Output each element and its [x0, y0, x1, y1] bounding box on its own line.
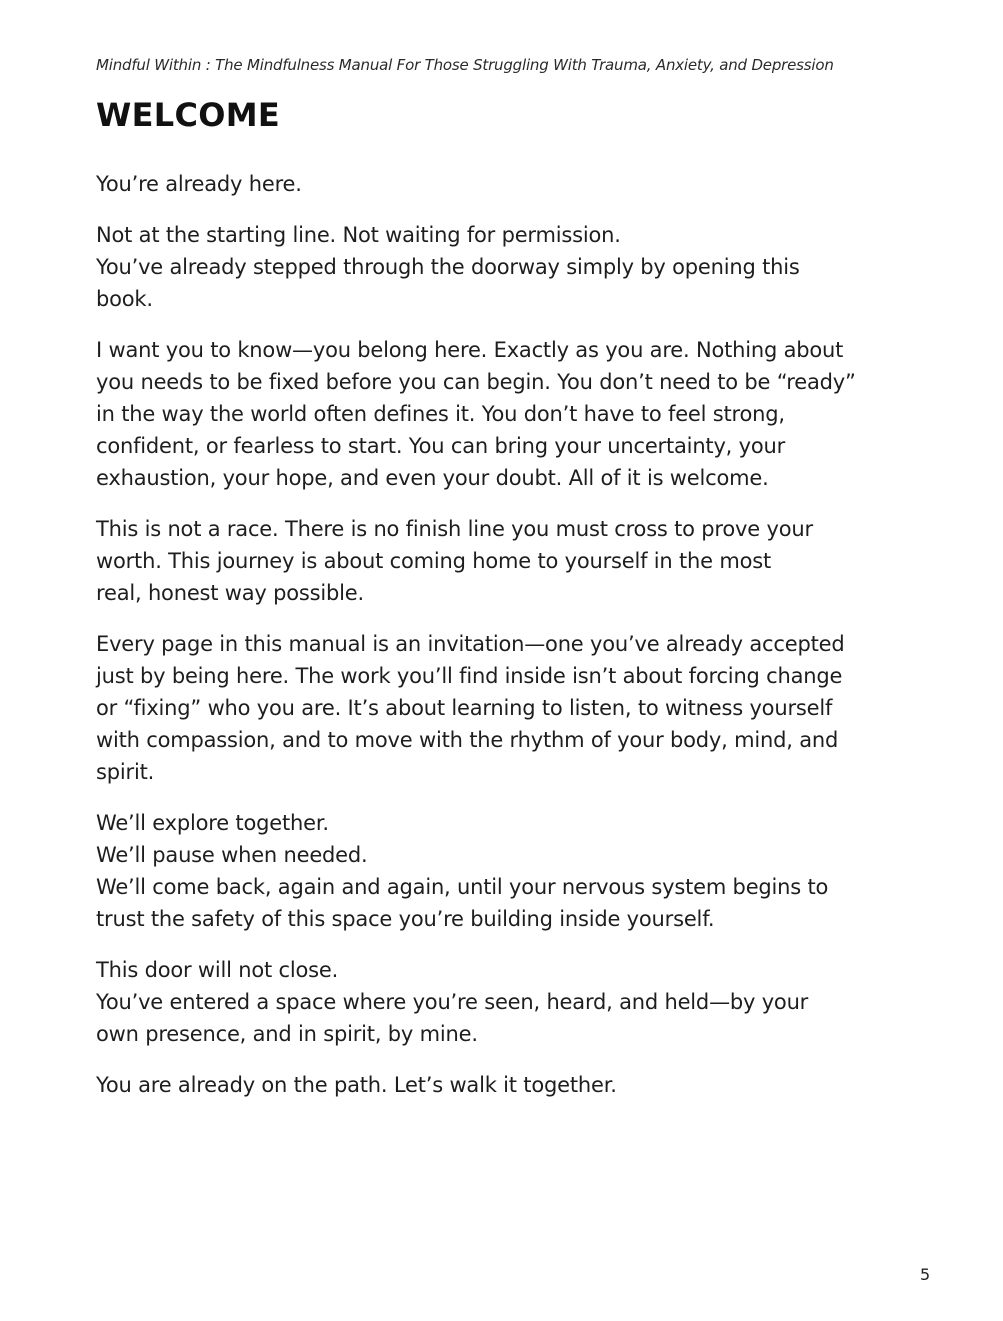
paragraph-line: We’ll come back, again and again, until your nervous system begins to: [96, 875, 829, 899]
paragraph-line: This is not a race. There is no finish line you must cross to prove your: [96, 517, 813, 541]
paragraph-line: confident, or fearless to start. You can bring your uncertainty, your: [96, 434, 786, 458]
paragraph-line: We’ll explore together.: [96, 811, 329, 835]
paragraph-3: [96, 334, 904, 494]
paragraph-line: worth. This journey is about coming home to yourself in the most: [96, 549, 772, 573]
paragraph-line: book.: [96, 287, 153, 311]
running-header: Mindful Within : The Mindfulness Manual For Those Struggling With Trauma, Anxiety, and Depression: [96, 56, 834, 74]
paragraph-line: Every page in this manual is an invitation—one you’ve already accepted: [96, 632, 845, 656]
paragraph-line: real, honest way possible.: [96, 581, 364, 605]
paragraph-line: trust the safety of this space you’re building inside yourself.: [96, 907, 715, 931]
paragraph-line: This door will not close.: [96, 958, 339, 982]
body-text: [96, 168, 904, 1120]
paragraph-line: just by being here. The work you’ll find inside isn’t about forcing change: [96, 664, 843, 688]
paragraph-line: spirit.: [96, 760, 155, 784]
paragraph-line: We’ll pause when needed.: [96, 843, 368, 867]
paragraph-line: own presence, and in spirit, by mine.: [96, 1022, 478, 1046]
paragraph-7: [96, 954, 904, 1050]
page-title: WELCOME: [96, 96, 281, 134]
paragraph-line: you needs to be fixed before you can begin. You don’t need to be “ready”: [96, 370, 856, 394]
paragraph-line: You’ve already stepped through the doorway simply by opening this: [96, 255, 800, 279]
paragraph-line: or “fixing” who you are. It’s about learning to listen, to witness yourself: [96, 696, 833, 720]
paragraph-line: with compassion, and to move with the rhythm of your body, mind, and: [96, 728, 839, 752]
paragraph-6: [96, 807, 904, 935]
paragraph-5: [96, 628, 904, 788]
paragraph-8: [96, 1069, 904, 1101]
paragraph-2: [96, 219, 904, 315]
paragraph-1: [96, 168, 904, 200]
paragraph-line: exhaustion, your hope, and even your doubt. All of it is welcome.: [96, 466, 769, 490]
paragraph-line: You’re already here.: [96, 172, 302, 196]
page-number: 5: [920, 1265, 931, 1284]
paragraph-line: You’ve entered a space where you’re seen, heard, and held—by your: [96, 990, 809, 1014]
paragraph-line: You are already on the path. Let’s walk it together.: [96, 1073, 617, 1097]
paragraph-line: in the way the world often defines it. You don’t have to feel strong,: [96, 402, 785, 426]
paragraph-line: Not at the starting line. Not waiting for permission.: [96, 223, 621, 247]
paragraph-4: [96, 513, 904, 609]
paragraph-line: I want you to know—you belong here. Exactly as you are. Nothing about: [96, 338, 844, 362]
